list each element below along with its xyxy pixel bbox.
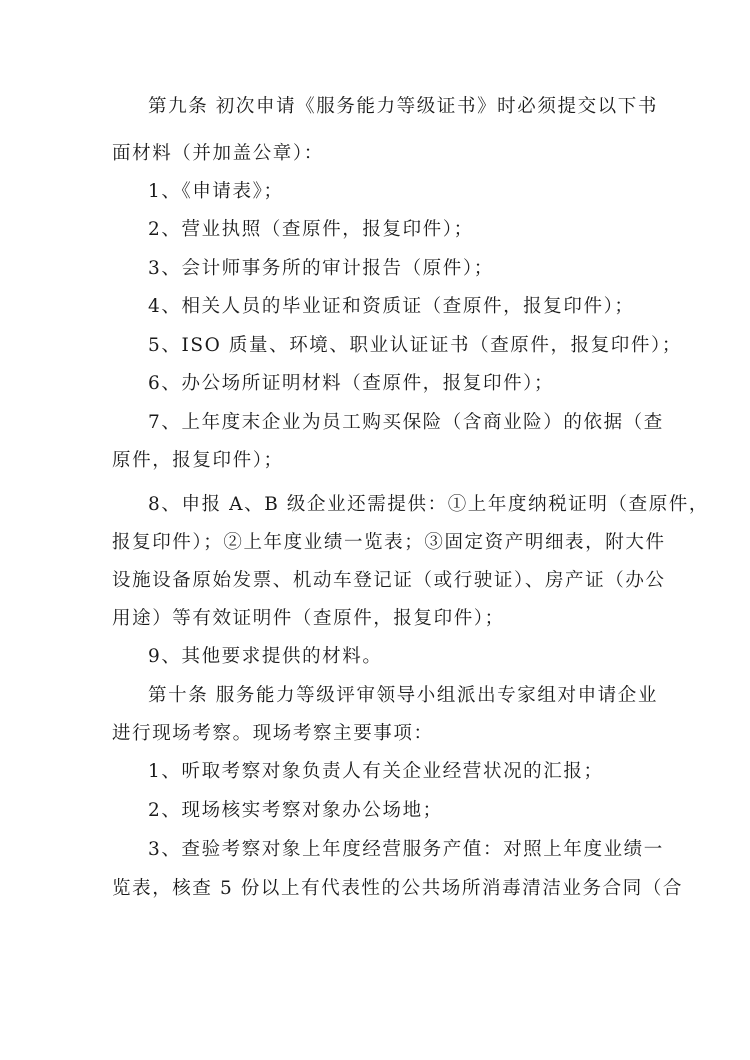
article-9-item-7-line-2: 原件，报复印件）； [112, 450, 284, 471]
article-9-item-8-line-4: 用途）等有效证明件（查原件，报复印件）； [112, 608, 505, 629]
article-10-heading-line-1: 第十条 服务能力等级评审领导小组派出专家组对申请企业 [148, 685, 658, 706]
article-10-item-2: 2、现场核实考察对象办公场地； [148, 800, 443, 821]
article-9-item-8-line-2: 报复印件）；②上年度业绩一览表；③固定资产明细表，附大件 [112, 532, 666, 553]
article-10-item-3-line-1: 3、查验考察对象上年度经营服务产值：对照上年度业绩一 [148, 839, 664, 860]
article-9-item-8-line-1: 8、申报 A、B 级企业还需提供：①上年度纳税证明（查原件， [148, 494, 709, 515]
article-10-item-1: 1、听取考察对象负责人有关企业经营状况的汇报； [148, 761, 604, 782]
article-9-item-6: 6、办公场所证明材料（查原件，报复印件）； [148, 373, 555, 394]
article-9-heading-line-2: 面材料（并加盖公章）： [112, 143, 324, 164]
article-9-heading-line-1: 第九条 初次申请《服务能力等级证书》时必须提交以下书 [148, 96, 658, 117]
article-9-item-3: 3、会计师事务所的审计报告（原件）； [148, 258, 494, 279]
article-10-item-3-line-2: 览表，核查 5 份以上有代表性的公共场所消毒清洁业务合同（合 [112, 878, 684, 899]
article-10-heading-line-2: 进行现场考察。现场考察主要事项： [112, 723, 434, 744]
article-9-item-7-line-1: 7、上年度末企业为员工购买保险（含商业险）的依据（查 [148, 412, 664, 433]
article-9-item-4: 4、相关人员的毕业证和资质证（查原件，报复印件）； [148, 296, 635, 317]
article-9-item-1: 1、《申请表》； [148, 181, 284, 202]
article-9-item-5: 5、ISO 质量、环境、职业认证证书（查原件，报复印件）； [148, 335, 682, 356]
article-9-item-2: 2、营业执照（查原件，报复印件）； [148, 219, 474, 240]
article-9-item-9: 9、其他要求提供的材料。 [148, 646, 383, 667]
article-9-item-8-line-3: 设施设备原始发票、机动车登记证（或行驶证）、房产证（办公 [112, 570, 666, 591]
